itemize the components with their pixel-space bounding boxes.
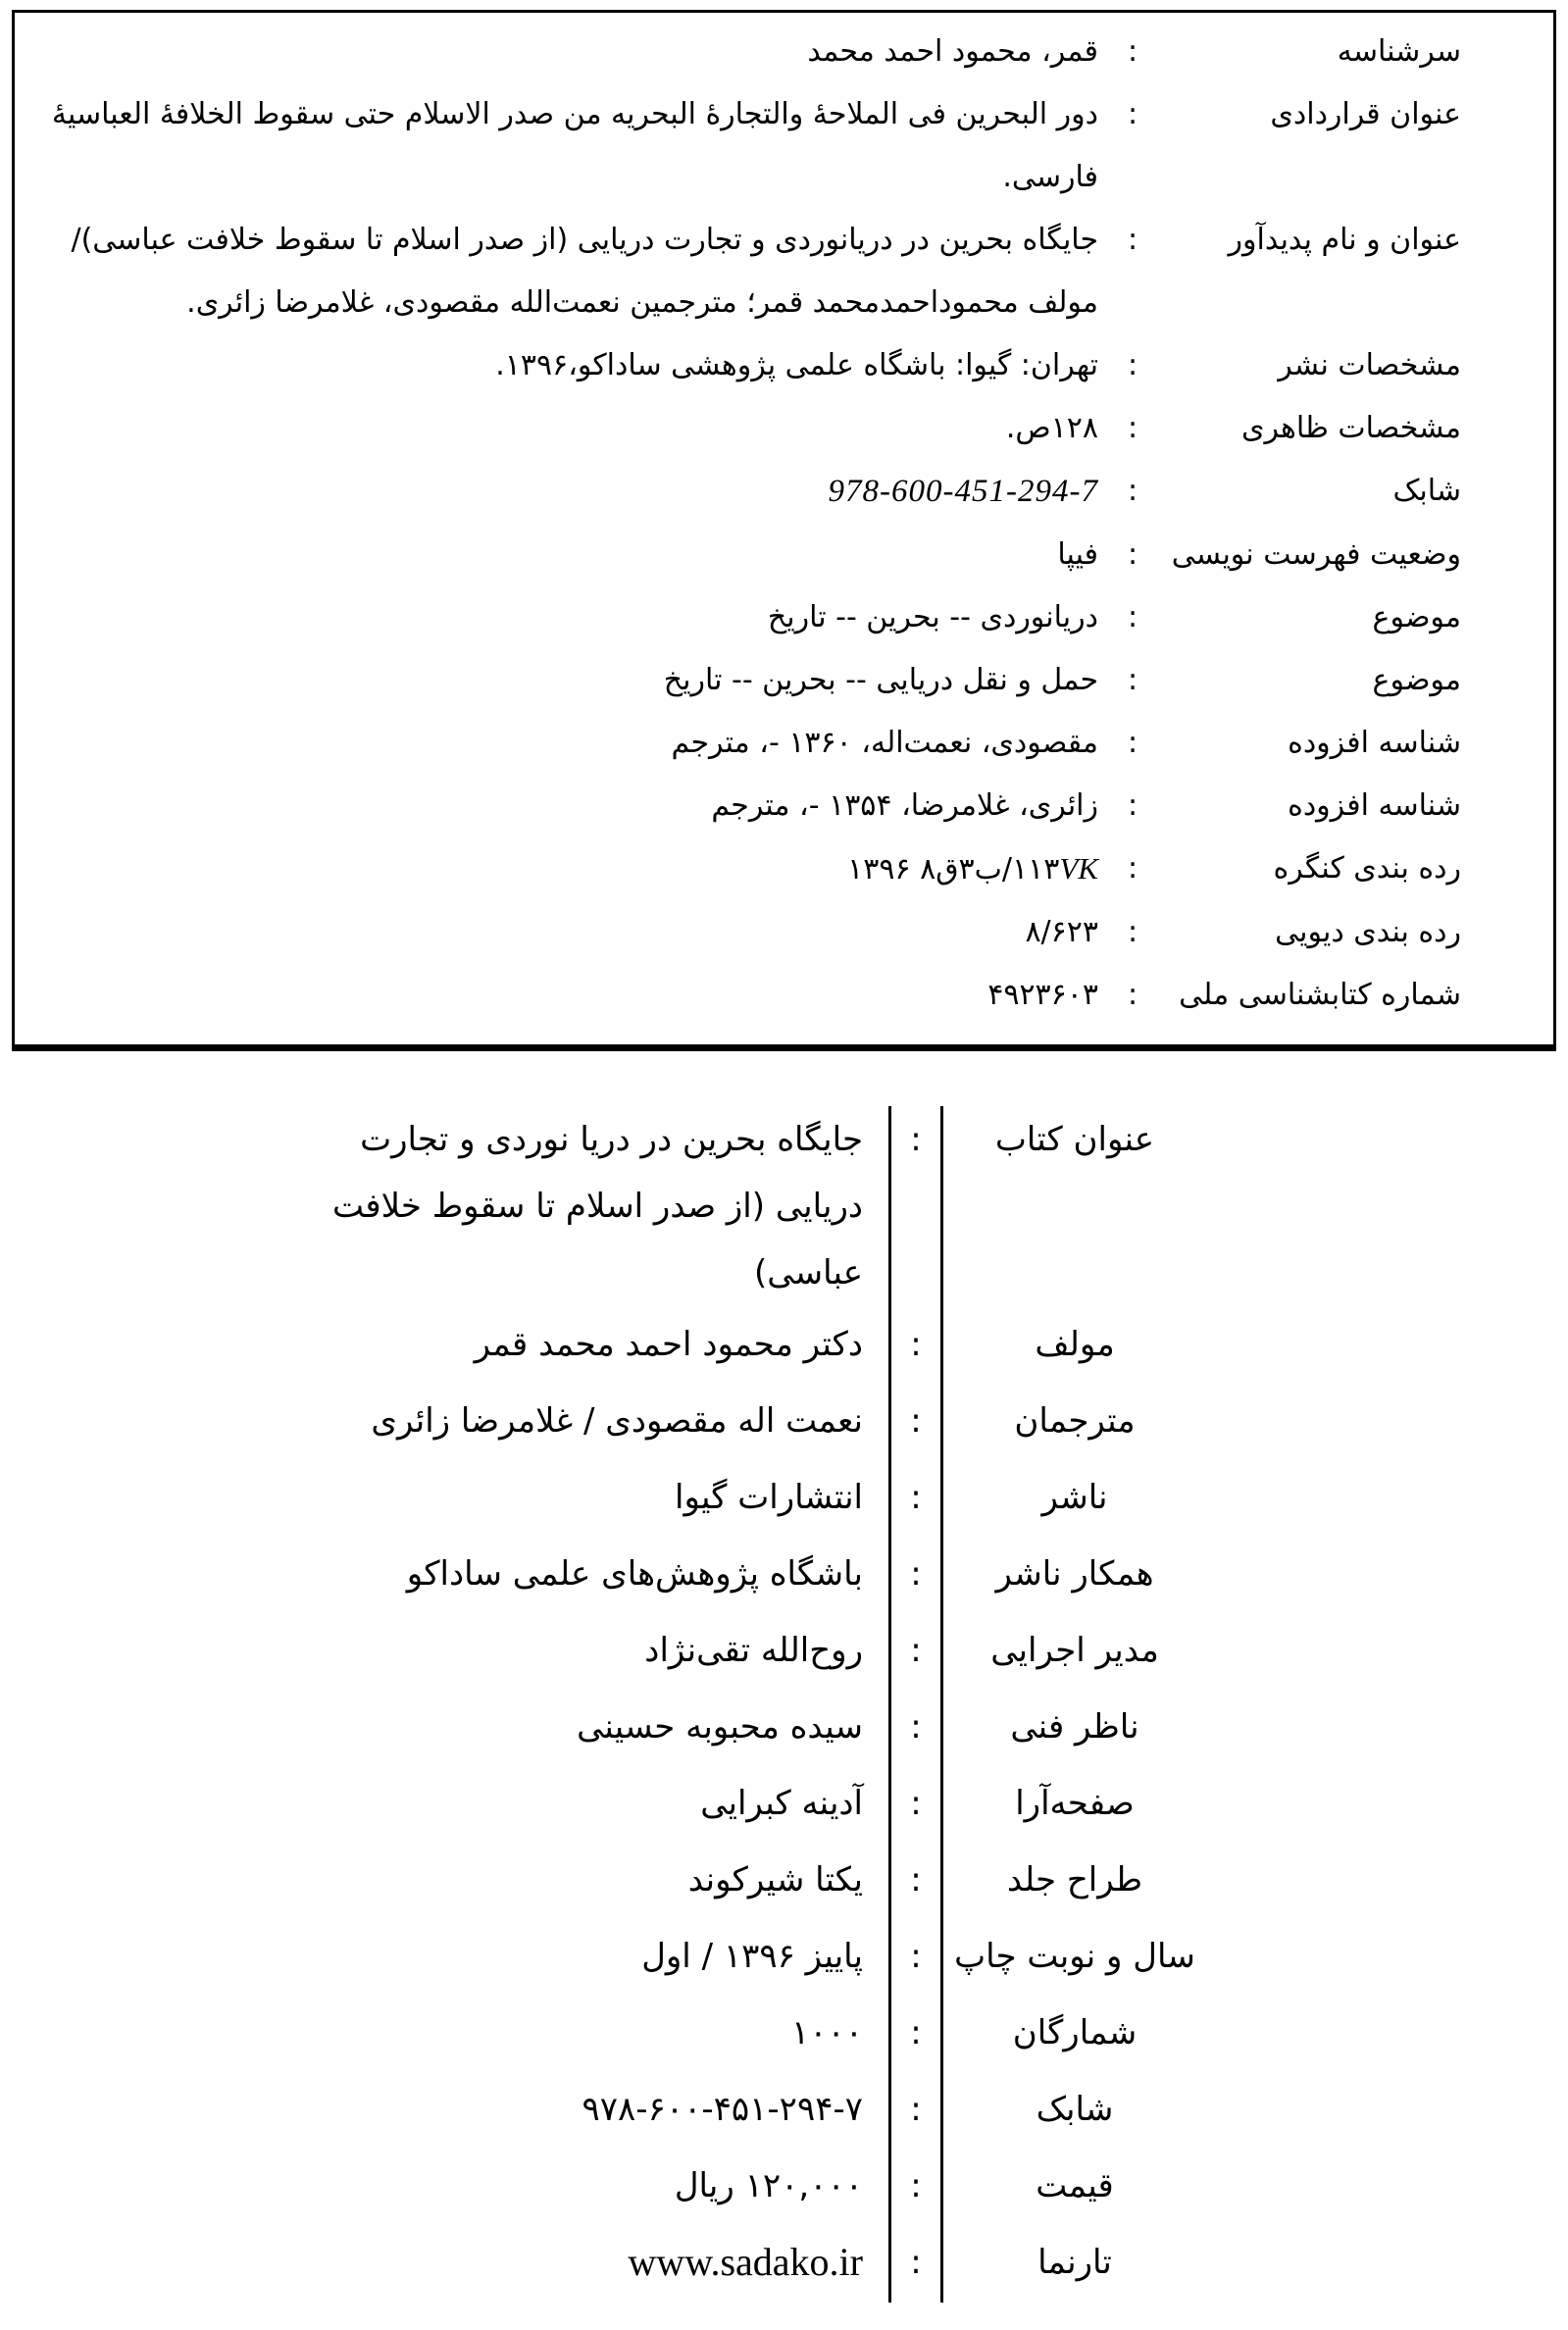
field-value: مقصودی، نعمت‌اله، ۱۳۶۰ -، مترجم — [671, 726, 1098, 760]
isbn-number-persian: ۹۷۸-۶۰۰-۴۵۱-۲۹۴-۷ — [582, 2090, 863, 2129]
value-line: جایگاه بحرین در دریانوردی و تجارت دریایی (از صدر اسلام تا سقوط خلافت عباسی)/ — [71, 223, 1098, 257]
field-value: فیپا — [1057, 537, 1098, 572]
field-value: ۴۹۲۳۶۰۳ — [987, 978, 1098, 1012]
field-label: ناشر — [1041, 1478, 1108, 1517]
field-label: موضوع — [1372, 600, 1461, 634]
field-label: مترجمان — [1014, 1401, 1136, 1441]
colon-separator: : — [1127, 915, 1138, 949]
field-value: انتشارات گیوا — [675, 1478, 863, 1517]
field-value: یکتا شیرکوند — [687, 1860, 863, 1899]
cip-row-isbn — [34, 460, 1461, 524]
field-label: تارنما — [1037, 2243, 1112, 2282]
colophon-row-co-publisher — [304, 1536, 1206, 1612]
field-label: مدیر اجرایی — [990, 1631, 1159, 1670]
colon-separator: : — [1127, 600, 1138, 634]
colon-separator: : — [1127, 474, 1138, 508]
cip-record-box — [12, 10, 1556, 1051]
colon-separator: : — [888, 2148, 943, 2224]
value-line: جایگاه بحرین در دریا نوردی و تجارت — [360, 1120, 863, 1159]
field-label: شناسه افزوده — [1288, 726, 1461, 760]
field-label: سرشناسه — [1337, 34, 1461, 69]
colophon-row-website — [304, 2224, 1206, 2303]
field-label: صفحه‌آرا — [1015, 1784, 1135, 1823]
field-label: شماره کتابشناسی ملی — [1179, 978, 1461, 1012]
colophon-row-print-run — [304, 1995, 1206, 2071]
field-value: قمر، محمود احمد محمد — [807, 34, 1098, 69]
field-label: ناظر فنی — [1010, 1707, 1139, 1747]
cip-row-added-entry-2 — [34, 775, 1461, 837]
field-value: دریانوردی -- بحرین -- تاریخ — [767, 600, 1098, 634]
field-value — [304, 2071, 888, 2148]
colophon-row-book-title — [304, 1106, 1206, 1306]
value-line: عباسی) — [754, 1253, 863, 1292]
field-value: باشگاه پژوهش‌های علمی ساداکو — [406, 1554, 863, 1594]
field-value — [34, 837, 1098, 901]
cip-row-lcc — [34, 837, 1461, 901]
field-label: موضوع — [1372, 663, 1461, 697]
field-label: رده بندی دیویی — [1275, 915, 1461, 949]
colon-separator: : — [1127, 348, 1138, 382]
field-value — [34, 209, 1098, 334]
cip-page — [0, 10, 1568, 2330]
colon-separator: : — [888, 1306, 943, 1383]
value-line: دریایی (از صدر اسلام تا سقوط خلافت — [331, 1187, 863, 1226]
colon-separator: : — [888, 1995, 943, 2071]
field-label: رده بندی کنگره — [1273, 851, 1461, 886]
cip-row-cataloging-status — [34, 524, 1461, 586]
field-value: روح‌الله تقی‌نژاد — [644, 1631, 863, 1670]
colon-separator: : — [1127, 411, 1138, 445]
field-label: شابک — [1392, 474, 1461, 508]
lcc-number-part: ۱۱۳ — [1012, 852, 1060, 886]
field-label: مشخصات نشر — [1278, 348, 1461, 382]
field-label: شابک — [1036, 2090, 1114, 2129]
cip-row-subject-2 — [34, 649, 1461, 712]
value-line: دور البحرین فی الملاحهٔ والتجارهٔ البحریه من صدر الاسلام حتی سقوط الخلافهٔ العباسیهٔ — [51, 97, 1098, 131]
field-label: همکار ناشر — [995, 1554, 1154, 1594]
value-line: فارسی. — [1002, 160, 1098, 194]
cip-row-added-entry-1 — [34, 712, 1461, 775]
colon-separator: : — [888, 2224, 943, 2303]
field-value: نعمت اله مقصودی / غلامرضا زائری — [371, 1401, 863, 1441]
colophon-table — [304, 1106, 1206, 2303]
field-label: وضعیت فهرست نویسی — [1171, 537, 1461, 572]
cip-row-title-statement — [34, 209, 1461, 334]
colon-separator: : — [1127, 223, 1138, 257]
colon-separator: : — [1127, 851, 1138, 886]
colon-separator: : — [1127, 537, 1138, 572]
colophon-row-layout — [304, 1765, 1206, 1842]
field-value: زائری، غلامرضا، ۱۳۵۴ -، مترجم — [711, 788, 1098, 823]
colon-separator: : — [1127, 726, 1138, 760]
colophon-row-translators — [304, 1383, 1206, 1459]
field-label: مولف — [1035, 1325, 1115, 1364]
field-value: ۱۲۸ص. — [1005, 411, 1098, 445]
field-label: طراح جلد — [1006, 1860, 1143, 1899]
colon-separator: : — [888, 1918, 943, 1995]
colon-separator: : — [888, 1459, 943, 1536]
field-label: قیمت — [1036, 2166, 1114, 2205]
colon-separator: : — [1127, 788, 1138, 823]
cip-row-publication — [34, 334, 1461, 397]
colophon-row-publisher — [304, 1459, 1206, 1536]
colophon-row-isbn — [304, 2071, 1206, 2148]
field-label: سال و نوبت چاپ — [954, 1937, 1195, 1976]
colophon-row-print-year-edition — [304, 1918, 1206, 1995]
colon-separator: : — [888, 1842, 943, 1918]
field-label: شناسه افزوده — [1288, 788, 1461, 823]
cip-row-national-bib-number — [34, 964, 1461, 1027]
colon-separator: : — [1127, 978, 1138, 1012]
cip-row-subject-1 — [34, 586, 1461, 649]
colophon-row-technical-supervisor — [304, 1689, 1206, 1765]
cip-row-dewey — [34, 901, 1461, 964]
colophon-row-executive-manager — [304, 1612, 1206, 1689]
field-value: دکتر محمود احمد محمد قمر — [474, 1325, 863, 1364]
colon-separator: : — [888, 1765, 943, 1842]
field-label: عنوان کتاب — [994, 1120, 1155, 1159]
field-value — [304, 1106, 888, 1306]
colon-separator: : — [1127, 97, 1138, 131]
isbn-number: 978-600-451-294-7 — [828, 474, 1098, 509]
colophon-row-author — [304, 1306, 1206, 1383]
colon-separator: : — [888, 1536, 943, 1612]
cip-row-physical — [34, 397, 1461, 460]
colon-separator: : — [888, 1689, 943, 1765]
colon-separator: : — [888, 1612, 943, 1689]
colophon-row-price — [304, 2148, 1206, 2224]
field-value: حمل و نقل دریایی -- بحرین -- تاریخ — [663, 663, 1098, 697]
field-label: عنوان و نام پدیدآور — [1228, 223, 1461, 257]
colon-separator: : — [888, 1106, 943, 1306]
field-value: سیده محبوبه حسینی — [577, 1707, 863, 1747]
colon-separator: : — [1127, 663, 1138, 697]
field-label: مشخصات ظاهری — [1240, 411, 1461, 445]
colon-separator: : — [1127, 34, 1138, 69]
field-value: ۱۰۰۰ — [790, 2013, 863, 2052]
colon-separator: : — [888, 2071, 943, 2148]
field-value: پاییز ۱۳۹۶ / اول — [641, 1937, 863, 1976]
value-line: مولف محموداحمدمحمد قمر؛ مترجمین نعمت‌الله مقصودی، غلامرضا زائری. — [186, 285, 1098, 320]
website-url: www.sadako.ir — [628, 2240, 863, 2284]
field-value — [304, 2224, 888, 2303]
colon-separator: : — [888, 1383, 943, 1459]
cip-row-sarshenaseh — [34, 21, 1461, 83]
field-value — [34, 460, 1098, 524]
field-value: ۱۲۰,۰۰۰ ریال — [674, 2166, 863, 2205]
field-label: عنوان قراردادی — [1270, 97, 1461, 131]
field-value: آدینه کبرایی — [700, 1784, 863, 1823]
colophon-row-cover-designer — [304, 1842, 1206, 1918]
field-label: شمارگان — [1012, 2013, 1138, 2052]
field-value: تهران: گیوا: باشگاه علمی پژوهشی ساداکو،۱۳۹۶. — [495, 348, 1098, 382]
lcc-latin-part: VK — [1059, 851, 1098, 886]
cip-row-conventional-title — [34, 83, 1461, 209]
lcc-cutter-part: /ب۳ق۸ ۱۳۹۶ — [847, 852, 1013, 886]
field-value: ۸/۶۲۳ — [1025, 915, 1098, 949]
field-value — [34, 83, 1098, 209]
